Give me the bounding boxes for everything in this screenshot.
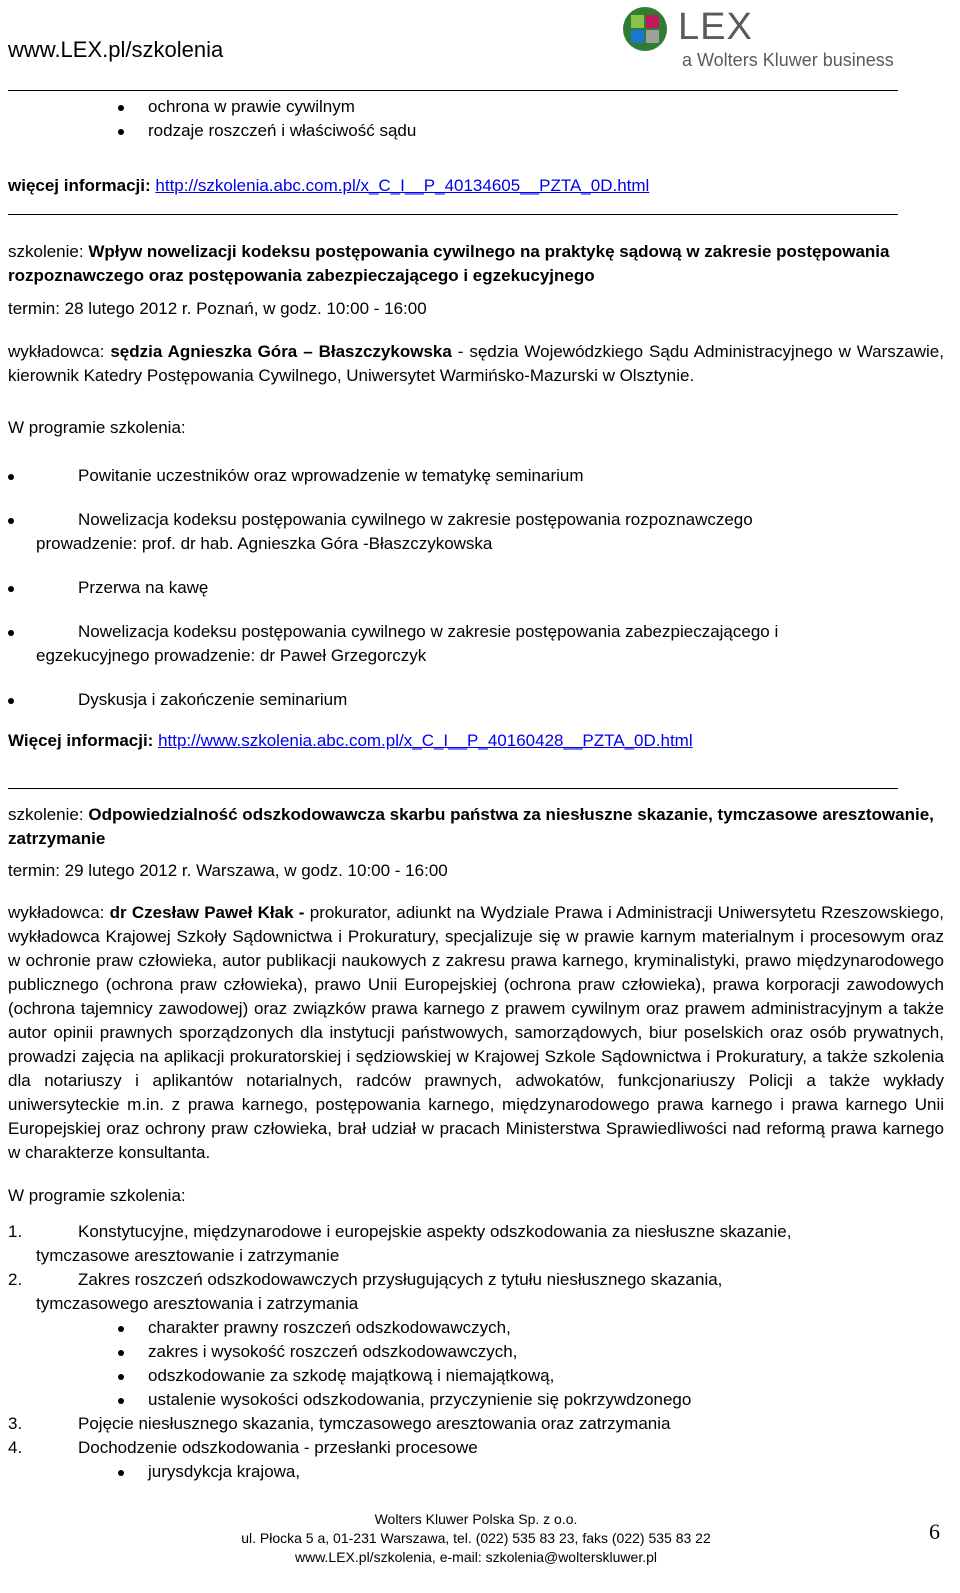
page-number: 6 bbox=[929, 1519, 940, 1544]
program-item: 3. Pojęcie niesłusznego skazania, tymczasowego aresztowania oraz zatrzymania bbox=[8, 1414, 671, 1433]
program-item: 4. Dochodzenie odszkodowania - przesłanki procesowe jurysdykcja krajowa, bbox=[8, 1436, 944, 1484]
logo-text: LEX bbox=[678, 6, 753, 48]
program-item: Dyskusja i zakończenie seminarium bbox=[8, 688, 944, 712]
list-item: ochrona w prawie cywilnym bbox=[8, 95, 416, 119]
program-heading-3: W programie szkolenia: bbox=[8, 1186, 186, 1205]
program-heading-2: W programie szkolenia: bbox=[8, 418, 186, 437]
program-item: Nowelizacja kodeksu postępowania cywilnego w zakresie postępowania zabezpieczającego i egzekucyjnego prowadzenie: dr Paweł Grzegorczyk bbox=[8, 620, 944, 668]
training-term-2: termin: 28 lutego 2012 r. Poznań, w godz. 10:00 - 16:00 bbox=[8, 299, 427, 318]
top-bullet-list bbox=[8, 95, 416, 143]
sub-list-item: charakter prawny roszczeń odszkodowawczych, bbox=[8, 1316, 944, 1340]
sub-list-item: ustalenie wysokości odszkodowania, przyczynienie się pokrzywdzonego bbox=[8, 1388, 944, 1412]
footer-contact: www.LEX.pl/szkolenia, e-mail: szkolenia@wolterskluwer.pl bbox=[294, 1549, 658, 1565]
lecturer-name: sędzia Agnieszka Góra – Błaszczykowska bbox=[110, 342, 452, 361]
lecturer-description: prokurator, adiunkt na Wydziale Prawa i Administracji Uniwersytetu Rzeszowskiego, wykładowca Krajowej Szkoły Sądownictwa i Prokuratury, specjalizuje się w prawie karnym materialnym i procesowym oraz w ochronie praw człowieka, autor publikacji naukowych z zakresu prawa karnego, kryminalistyki, prawo międzynarodowego publicznego (ochrona praw człowieka), prawo Unii Europejskiej (ochrona praw człowieka), prawa korporacji zawodowych (ochrona tajemnicy zawodowej) oraz związków prawa karnego z prawem cywilnym oraz prawem administracyjnym a także autor opinii prawnych sporządzonych dla instytucji państwowych, samorządowych, biur poselskich oraz osób prywatnych, prowadzi zajęcia na aplikacji prokuratorskiej i sędziowskiej w Krajowej Szkole Sądownictwa i Prokuratury, a także szkolenia dla notariuszy i aplikantów notarialnych, radców prawnych, adwokatów, funkcjonariuszy Policji a także wykłady uniwersyteckie m.in. z prawa karnego, postępowania karnego, międzynarodowego prawa karnego i prawa karnego Unii Europejskiej oraz ochrony praw człowieka, brał udział w pracach Ministerstwa Sprawiedliwości nad reformą prawa karnego w charakterze konsultanta. bbox=[8, 903, 944, 1162]
document-page bbox=[8, 0, 944, 1565]
section-divider bbox=[8, 214, 898, 215]
program-item: Przerwa na kawę bbox=[8, 576, 944, 600]
training-term-3: termin: 29 lutego 2012 r. Warszawa, w godz. 10:00 - 16:00 bbox=[8, 861, 448, 880]
program-item: 2. Zakres roszczeń odszkodowawczych przysługujących z tytułu niesłusznego skazania, tymczasowego aresztowania i zatrzymania charakter prawny roszczeń odszkodowawczych, zakres i wysokość roszczeń odszkodowawczych, odszkodowanie za szkodę majątkową i niemajątkową, ustalenie wysokości odszkodowania, przyczynienie się pokrzywdzonego bbox=[8, 1268, 944, 1412]
more-info-label: więcej informacji: bbox=[8, 176, 151, 195]
training-title: Wpływ nowelizacji kodeksu postępowania cywilnego na praktykę sądową w zakresie postępowania rozpoznawczego oraz postępowania zabezpieczającego i egzekucyjnego bbox=[8, 242, 890, 285]
section-divider bbox=[8, 788, 898, 789]
training-title-3: szkolenie: Odpowiedzialność odszkodowawcza skarbu państwa za niesłuszne skazanie, tymczasowe aresztowanie, zatrzymanie bbox=[8, 805, 934, 848]
program-list-2 bbox=[8, 464, 944, 712]
more-info-label: Więcej informacji: bbox=[8, 731, 154, 750]
lecturer-3: wykładowca: dr Czesław Paweł Kłak - prokurator, adiunkt na Wydziale Prawa i Administracji Uniwersytetu Rzeszowskiego, wykładowca Krajowej Szkoły Sądownictwa i Prokuratury, specjalizuje się w prawie karnym materialnym i procesowym oraz w ochronie praw człowieka, autor publikacji naukowych z zakresu prawa karnego, kryminalistyki, prawo międzynarodowego publicznego (ochrona praw człowieka), prawo Unii Europejskiej (ochrona praw człowieka), prawa korporacji zawodowych (ochrona tajemnicy zawodowej) oraz związków prawa karnego z prawem cywilnym oraz prawem administracyjnym a także autor opinii prawnych sporządzonych dla instytucji państwowych, samorządowych, biur poselskich oraz osób prywatnych, prowadzi zajęcia na aplikacji prokuratorskiej i sędziowskiej w Krajowej Szkole Sądownictwa i Prokuratury, a także szkolenia dla notariuszy i aplikantów notarialnych, radców prawnych, adwokatów, funkcjonariuszy Policji a także wykłady uniwersyteckie m.in. z prawa karnego, postępowania karnego, międzynarodowego prawa karnego i prawa karnego Unii Europejskiej oraz ochrony praw człowieka, brał udział w pracach Ministerstwa Sprawiedliwości nad reformą prawa karnego w charakterze konsultanta. bbox=[8, 903, 944, 1162]
more-info-2 bbox=[8, 729, 693, 753]
site-url[interactable]: www.LEX.pl/szkolenia bbox=[8, 37, 224, 62]
training-title-2: szkolenie: Wpływ nowelizacji kodeksu postępowania cywilnego na praktykę sądową w zakresie postępowania rozpoznawczego oraz postępowania zabezpieczającego i egzekucyjnego bbox=[8, 242, 890, 285]
logo-subtitle: a Wolters Kluwer business bbox=[682, 50, 894, 70]
footer-company: Wolters Kluwer Polska Sp. z o.o. bbox=[374, 1511, 578, 1527]
list-item: rodzaje roszczeń i właściwość sądu bbox=[8, 119, 416, 143]
footer-address: ul. Płocka 5 a, 01-231 Warszawa, tel. (022) 535 83 23, faks (022) 535 83 22 bbox=[241, 1530, 711, 1546]
program-item: Nowelizacja kodeksu postępowania cywilnego w zakresie postępowania rozpoznawczego prowadzenie: prof. dr hab. Agnieszka Góra -Błaszczykowska bbox=[8, 508, 944, 556]
more-info-link[interactable]: http://www.szkolenia.abc.com.pl/x_C_I__P_40160428__PZTA_0D.html bbox=[158, 731, 693, 750]
sub-list-item: jurysdykcja krajowa, bbox=[8, 1460, 944, 1484]
header-divider bbox=[8, 90, 898, 91]
more-info-1 bbox=[8, 174, 649, 198]
lex-logo bbox=[622, 4, 902, 72]
sub-list-item: odszkodowanie za szkodę majątkową i niemajątkową, bbox=[8, 1364, 944, 1388]
sub-list bbox=[8, 1316, 944, 1412]
sub-list bbox=[8, 1460, 944, 1484]
program-item: 1. Konstytucyjne, międzynarodowe i europejskie aspekty odszkodowania za niesłuszne skazanie, tymczasowe aresztowanie i zatrzymanie bbox=[8, 1222, 792, 1265]
lecturer-description: - sędzia Wojewódzkiego Sądu Administracyjnego w Warszawie, kierownik Katedry Postępowania Cywilnego, Uniwersytet Warmińsko-Mazurski w Olsztynie. bbox=[8, 342, 944, 385]
lex-logo-icon bbox=[622, 6, 668, 52]
more-info-link[interactable]: http://szkolenia.abc.com.pl/x_C_I__P_40134605__PZTA_0D.html bbox=[155, 176, 650, 195]
page-footer bbox=[8, 1510, 944, 1567]
program-item: Powitanie uczestników oraz wprowadzenie w tematykę seminarium bbox=[8, 464, 944, 488]
program-list-3 bbox=[8, 1220, 944, 1484]
lecturer-2: wykładowca: sędzia Agnieszka Góra – Błaszczykowska - sędzia Wojewódzkiego Sądu Administracyjnego w Warszawie, kierownik Katedry Postępowania Cywilnego, Uniwersytet Warmińsko-Mazurski w Olsztynie. bbox=[8, 342, 944, 385]
sub-list-item: zakres i wysokość roszczeń odszkodowawczych, bbox=[8, 1340, 944, 1364]
lecturer-name: dr Czesław Paweł Kłak - bbox=[109, 903, 305, 922]
page-header bbox=[8, 0, 944, 92]
training-title: Odpowiedzialność odszkodowawcza skarbu państwa za niesłuszne skazanie, tymczasowe aresztowanie, zatrzymanie bbox=[8, 805, 934, 848]
